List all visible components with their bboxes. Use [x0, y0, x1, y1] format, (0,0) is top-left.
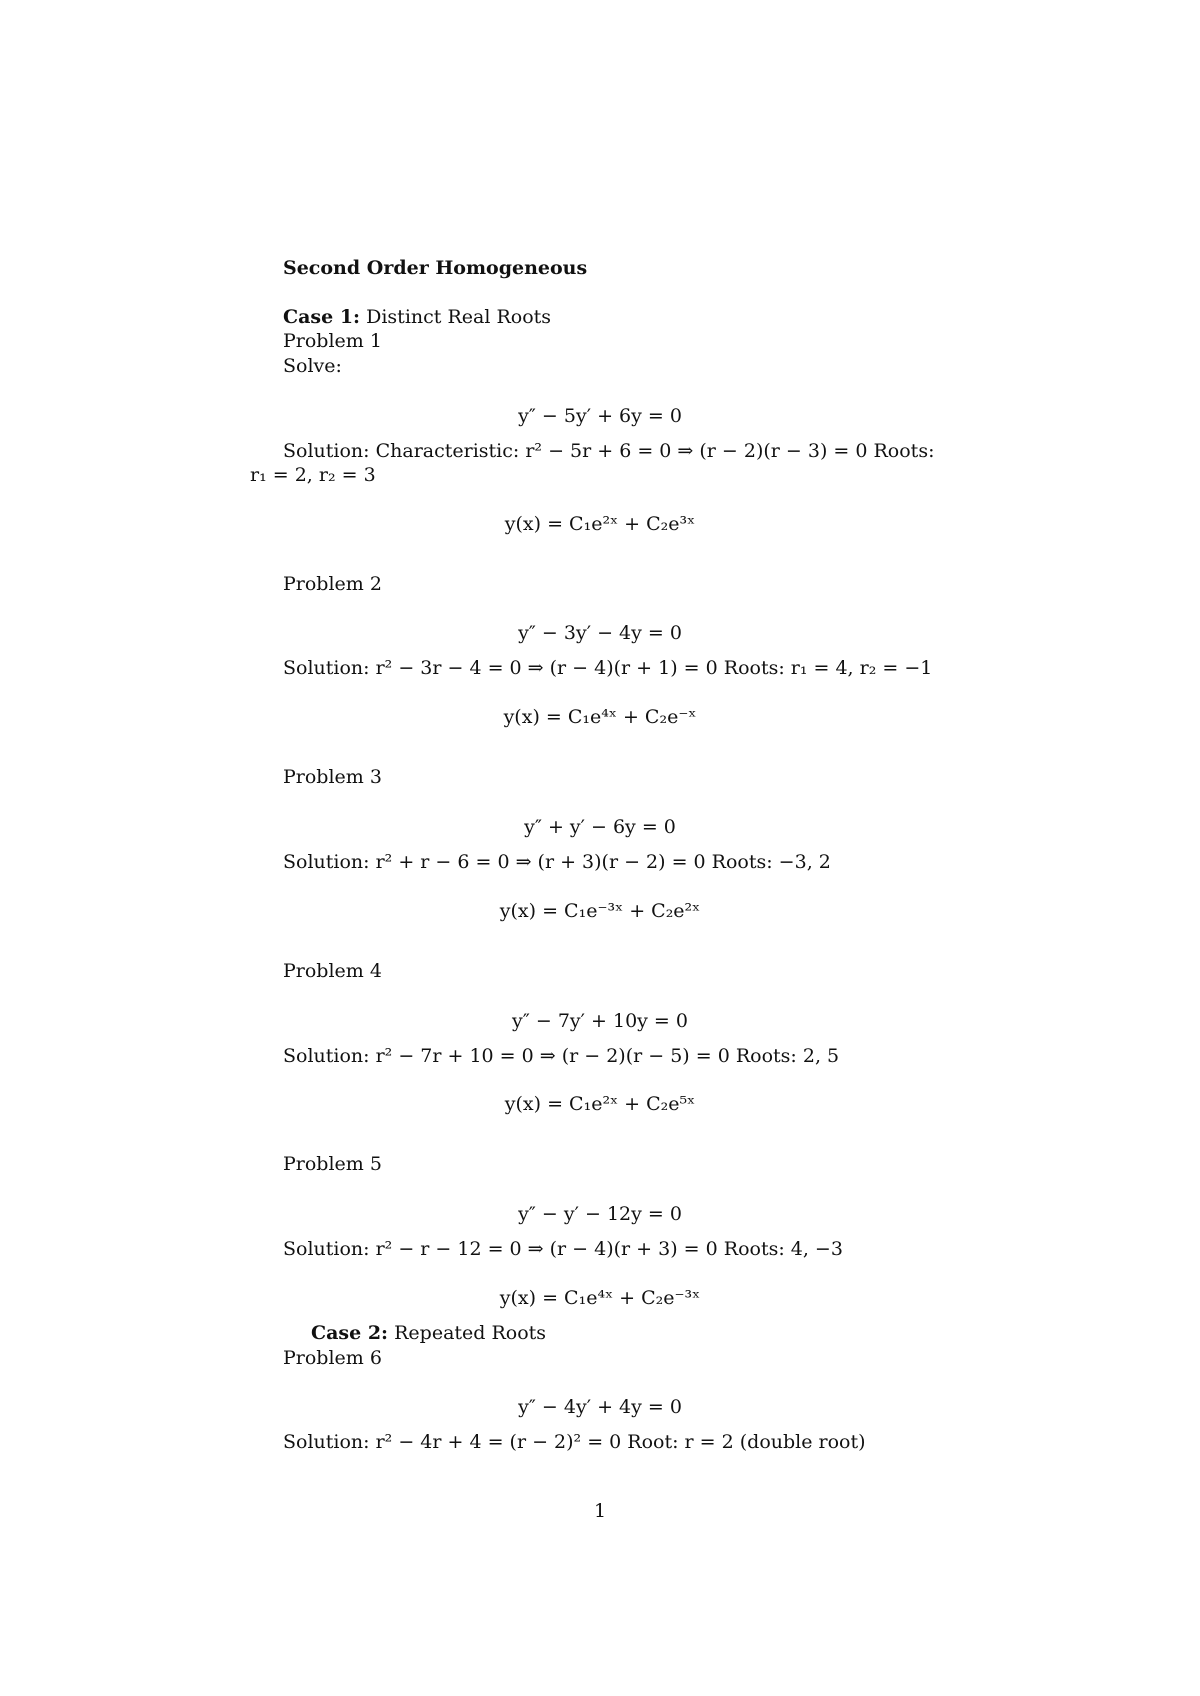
problem-5-equation: y″ − y′ − 12y = 0: [518, 1203, 682, 1225]
case-1-heading: [283, 305, 551, 329]
problem-5-label: Problem 5: [283, 1153, 382, 1175]
page-number: 1: [593, 1500, 607, 1522]
problem-5-solution: Solution: r² − r − 12 = 0 ⇒ (r − 4)(r + 3) = 0 Roots: 4, −3: [283, 1238, 843, 1260]
problem-1-equation: y″ − 5y′ + 6y = 0: [518, 405, 682, 427]
solve-label: Solve:: [283, 355, 342, 377]
problem-3-solution: Solution: r² + r − 6 = 0 ⇒ (r + 3)(r − 2) = 0 Roots: −3, 2: [283, 851, 831, 873]
case-2-heading: [311, 1321, 546, 1345]
problem-6-solution: Solution: r² − 4r + 4 = (r − 2)² = 0 Root: r = 2 (double root): [283, 1431, 866, 1453]
case-2-label: Case 2:: [311, 1322, 389, 1344]
problem-2-equation: y″ − 3y′ − 4y = 0: [518, 622, 682, 644]
problem-4-general-solution: y(x) = C₁e²ˣ + C₂e⁵ˣ: [504, 1093, 696, 1115]
problem-2-label: Problem 2: [283, 573, 382, 595]
problem-4-label: Problem 4: [283, 960, 382, 982]
problem-5-general-solution: y(x) = C₁e⁴ˣ + C₂e⁻³ˣ: [499, 1287, 701, 1309]
case-1-label: Case 1:: [283, 306, 361, 328]
case-2-text: Repeated Roots: [394, 1322, 547, 1344]
problem-3-equation: y″ + y′ − 6y = 0: [524, 816, 676, 838]
problem-4-equation: y″ − 7y′ + 10y = 0: [512, 1010, 688, 1032]
problem-1-label: Problem 1: [283, 330, 382, 352]
problem-6-equation: y″ − 4y′ + 4y = 0: [518, 1396, 682, 1418]
problem-1-solution-line-1: Solution: Characteristic: r² − 5r + 6 = 0 ⇒ (r − 2)(r − 3) = 0 Roots:: [283, 440, 935, 462]
page-title: Second Order Homogeneous: [283, 257, 588, 279]
problem-2-general-solution: y(x) = C₁e⁴ˣ + C₂e⁻ˣ: [503, 706, 697, 728]
problem-1-general-solution: y(x) = C₁e²ˣ + C₂e³ˣ: [504, 513, 696, 535]
problem-1-solution-line-2: r₁ = 2, r₂ = 3: [250, 464, 376, 486]
problem-6-label: Problem 6: [283, 1347, 382, 1369]
problem-4-solution: Solution: r² − 7r + 10 = 0 ⇒ (r − 2)(r − 5) = 0 Roots: 2, 5: [283, 1045, 840, 1067]
problem-2-solution: Solution: r² − 3r − 4 = 0 ⇒ (r − 4)(r + 1) = 0 Roots: r₁ = 4, r₂ = −1: [283, 657, 933, 679]
problem-3-label: Problem 3: [283, 766, 382, 788]
problem-3-general-solution: y(x) = C₁e⁻³ˣ + C₂e²ˣ: [499, 900, 701, 922]
case-1-text: Distinct Real Roots: [366, 306, 552, 328]
